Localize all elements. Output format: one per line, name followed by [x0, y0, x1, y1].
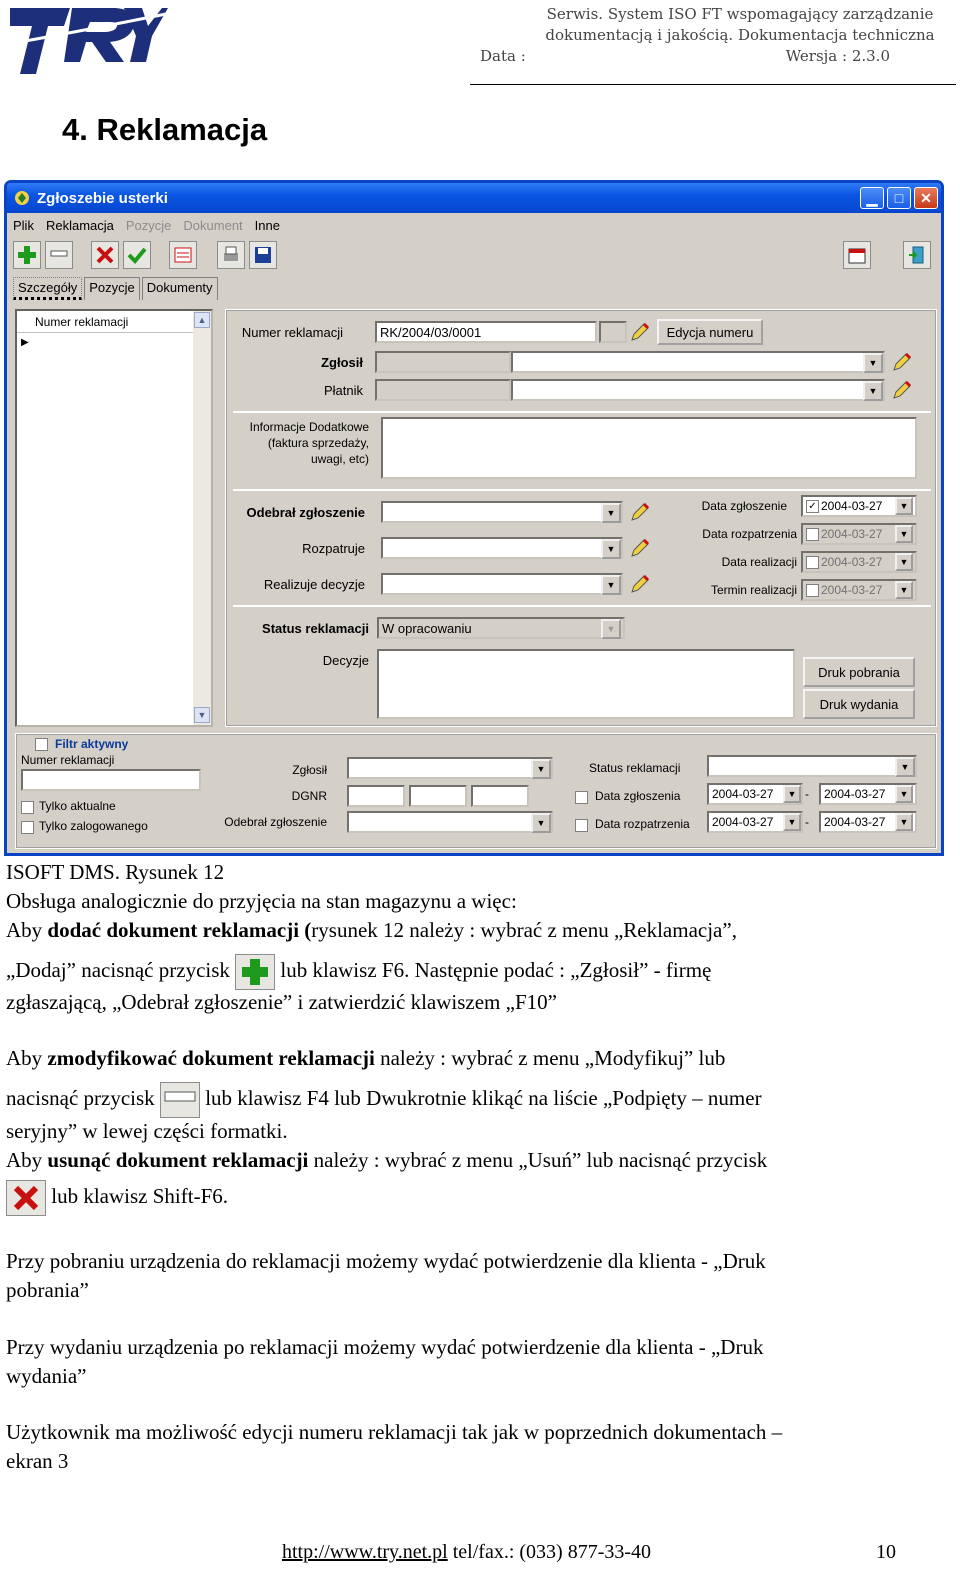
- menu-bar: [7, 213, 941, 237]
- numer-label: Numer reklamacji: [241, 325, 343, 340]
- paragraph: [6, 1082, 762, 1118]
- menu-dokument[interactable]: Dokument: [183, 217, 243, 233]
- maximize-button[interactable]: □: [887, 187, 911, 209]
- tab-szczegoly[interactable]: Szczegóły: [13, 277, 82, 300]
- page-number: 10: [876, 1541, 896, 1563]
- termin-realizacji-label: Termin realizacji: [710, 583, 797, 597]
- window-title: Zgłoszebie usterki: [37, 189, 168, 207]
- rozpatruje-label: Rozpatruje: [302, 541, 365, 556]
- menu-inne[interactable]: Inne: [254, 217, 280, 233]
- divider: [233, 489, 931, 491]
- menu-pozycje[interactable]: Pozycje: [125, 217, 172, 233]
- info-label-line-2: (faktura sprzedaży,: [267, 436, 369, 450]
- paragraph: Przy wydaniu urządzenia po reklamacji możemy wydać potwierdzenie dla klienta - „Druk: [6, 1335, 764, 1359]
- info-textarea[interactable]: [381, 417, 917, 479]
- divider: [233, 411, 931, 413]
- contact-text: tel/fax.: (033) 877-33-40: [447, 1541, 652, 1563]
- filter-zglosil-select[interactable]: [347, 757, 553, 779]
- paragraph: Obsługa analogicznie do przyjęcia na stan magazynu a więc:: [6, 889, 517, 913]
- filter-status-dropdown-icon[interactable]: ▼: [895, 757, 915, 777]
- filter-odebral-label: Odebrał zgłoszenie: [224, 815, 327, 829]
- filter-data-roz-from[interactable]: 2004-03-27: [707, 811, 803, 833]
- tylko-aktualne-label: Tylko aktualne: [39, 799, 116, 813]
- info-label-line-1: Informacje Dodatkowe: [249, 420, 369, 434]
- odebral-select[interactable]: [381, 501, 623, 523]
- filter-active-label: Filtr aktywny: [55, 737, 129, 751]
- header-line-1: Serwis. System ISO FT wspomagający zarządzanie: [546, 5, 934, 23]
- date-dropdown-icon[interactable]: ▼: [895, 525, 913, 543]
- text-run: należy : wybrać z menu „Usuń” lub nacisnąć przycisk: [308, 1148, 768, 1172]
- paragraph: zgłaszającą, „Odebrał zgłoszenie” i zatwierdzić klawiszem „F10”: [6, 990, 557, 1014]
- print-list-button[interactable]: [169, 241, 197, 269]
- rozpatruje-select[interactable]: [381, 537, 623, 559]
- tab-strip: [13, 277, 220, 300]
- data-zgloszenia-checkbox[interactable]: ✓: [806, 500, 819, 513]
- text-run: rysunek 12 należy : wybrać z menu „Reklamacja”,: [311, 918, 737, 942]
- data-rozpatrzenia-checkbox[interactable]: [806, 528, 819, 541]
- paragraph: seryjny” w lewej części formatki.: [6, 1119, 288, 1143]
- filter-odebral-select[interactable]: [347, 811, 553, 833]
- status-select[interactable]: W opracowaniu: [377, 617, 625, 639]
- paragraph: [6, 1180, 228, 1216]
- tylko-aktualne-checkbox[interactable]: [21, 801, 34, 814]
- data-rozpatrzenia-label: Data rozpatrzenia: [702, 527, 797, 541]
- minus-icon: [49, 245, 69, 265]
- plus-icon: [236, 955, 274, 989]
- paragraph: Przy pobraniu urządzenia do reklamacji możemy wydać potwierdzenie dla klienta - „Druk: [6, 1249, 766, 1273]
- rozpatruje-dropdown-icon[interactable]: ▼: [601, 539, 621, 559]
- edit-pencil-icon[interactable]: [629, 501, 651, 523]
- tab-pozycje[interactable]: Pozycje: [84, 277, 140, 300]
- numer-extra-field: [599, 321, 627, 343]
- calendar-button[interactable]: [843, 241, 871, 269]
- data-zgloszenia-field[interactable]: 2004-03-27: [801, 495, 917, 517]
- plus-icon: [17, 245, 37, 265]
- edit-pencil-icon[interactable]: [629, 537, 651, 559]
- filter-dgnr-field-3[interactable]: [471, 785, 529, 807]
- tylko-zalogowanego-label: Tylko zalogowanego: [39, 819, 148, 833]
- paragraph: pobrania”: [6, 1278, 89, 1302]
- scroll-up-icon[interactable]: ▲: [194, 312, 210, 328]
- filter-numer-field[interactable]: [21, 769, 201, 791]
- paragraph: [6, 1146, 767, 1175]
- delete-button-inline: [6, 1180, 46, 1216]
- realizuje-select[interactable]: [381, 573, 623, 595]
- confirm-button[interactable]: [123, 241, 151, 269]
- filter-zglosil-label: Zgłosił: [292, 763, 327, 777]
- date-dropdown-icon[interactable]: ▼: [783, 785, 801, 803]
- exit-button[interactable]: [903, 241, 931, 269]
- zglosil-dropdown-icon[interactable]: ▼: [863, 353, 883, 373]
- complaint-window: [4, 180, 944, 856]
- date-range-dash: -: [805, 815, 809, 829]
- page-footer: [282, 1541, 651, 1564]
- row-pointer-icon: ▶: [21, 337, 29, 348]
- add-button[interactable]: [13, 241, 41, 269]
- edit-number-button[interactable]: Edycja numeru: [657, 319, 763, 345]
- filter-status-label: Status reklamacji: [589, 761, 681, 775]
- zglosil-label: Zgłosił: [321, 355, 363, 370]
- filter-data-rozpatrzenia-label: Data rozpatrzenia: [595, 817, 690, 831]
- filter-dgnr-field-2[interactable]: [409, 785, 467, 807]
- date-range-dash: -: [805, 787, 809, 801]
- list-scrollbar[interactable]: [193, 311, 211, 725]
- print-button[interactable]: [217, 241, 245, 269]
- divider: [233, 605, 931, 607]
- complaint-list[interactable]: [15, 309, 213, 727]
- text-run: lub klawisz Shift-F6.: [46, 1183, 228, 1208]
- platnik-code-field[interactable]: [375, 379, 511, 401]
- zglosil-code-field[interactable]: [375, 351, 511, 373]
- text-run: nacisnąć przycisk: [6, 1085, 160, 1110]
- bold-text: zmodyfikować dokument reklamacji: [47, 1046, 375, 1070]
- add-button-inline: [235, 954, 275, 990]
- termin-realizacji-field[interactable]: 2004-03-27: [801, 579, 917, 601]
- filter-active-checkbox[interactable]: [35, 738, 48, 751]
- decyzje-textarea[interactable]: [377, 649, 795, 719]
- tab-dokumenty[interactable]: Dokumenty: [142, 277, 218, 300]
- filter-data-zgloszenia-checkbox[interactable]: [575, 791, 588, 804]
- filter-data-zgl-to[interactable]: 2004-03-27: [819, 783, 917, 805]
- platnik-label: Płatnik: [323, 383, 363, 398]
- paragraph: Użytkownik ma możliwość edycji numeru reklamacji tak jak w poprzednich dokumentach –: [6, 1420, 783, 1444]
- filter-data-zgl-from[interactable]: 2004-03-27: [707, 783, 803, 805]
- delete-button[interactable]: [91, 241, 119, 269]
- filter-dgnr-label: DGNR: [291, 789, 327, 803]
- paragraph: ekran 3: [6, 1449, 69, 1473]
- website-link[interactable]: http://www.try.net.pl: [282, 1541, 448, 1563]
- bold-text: usunąć dokument reklamacji: [47, 1148, 309, 1172]
- close-button[interactable]: ✕: [914, 187, 938, 209]
- text-run: Aby: [6, 1046, 48, 1070]
- paragraph: [6, 954, 711, 990]
- text-run: Aby: [6, 918, 48, 942]
- paragraph: [6, 916, 737, 945]
- modify-button[interactable]: [45, 241, 73, 269]
- minus-icon: [161, 1083, 199, 1117]
- decyzje-label: Decyzje: [322, 653, 369, 668]
- edit-pencil-icon[interactable]: [891, 351, 913, 373]
- menu-plik[interactable]: Plik: [13, 217, 34, 233]
- filter-dgnr-field-1[interactable]: [347, 785, 405, 807]
- data-realizacji-label: Data realizacji: [721, 555, 797, 569]
- termin-realizacji-checkbox[interactable]: [806, 584, 819, 597]
- filter-data-roz-to[interactable]: 2004-03-27: [819, 811, 917, 833]
- zglosil-select[interactable]: [511, 351, 885, 373]
- text-run: należy : wybrać z menu „Modyfikuj” lub: [374, 1046, 726, 1070]
- tylko-zalogowanego-checkbox[interactable]: [21, 821, 34, 834]
- status-dropdown-icon[interactable]: ▼: [601, 619, 621, 639]
- filter-data-zgloszenia-label: Data zgłoszenia: [595, 789, 681, 803]
- header-version: Wersja : 2.3.0: [785, 47, 890, 65]
- filter-data-rozpatrzenia-checkbox[interactable]: [575, 819, 588, 832]
- document-header: [470, 4, 960, 67]
- druk-pobrania-button[interactable]: Druk pobrania: [803, 657, 915, 687]
- delete-x-icon: [7, 1181, 45, 1215]
- data-rozpatrzenia-field[interactable]: 2004-03-27: [801, 523, 917, 545]
- toolbar: [7, 237, 941, 273]
- figure-caption: ISOFT DMS. Rysunek 12: [6, 860, 225, 884]
- edit-pencil-icon[interactable]: [891, 379, 913, 401]
- floppy-disk-icon: [253, 245, 273, 265]
- numer-field[interactable]: RK/2004/03/0001: [375, 321, 597, 343]
- druk-wydania-button[interactable]: Druk wydania: [803, 689, 915, 719]
- data-zgloszenia-label: Data zgłoszenie: [701, 499, 787, 513]
- filter-zglosil-dropdown-icon[interactable]: ▼: [531, 759, 551, 779]
- date-dropdown-icon[interactable]: ▼: [895, 813, 913, 831]
- header-date-label: Data :: [480, 47, 526, 65]
- paragraph: wydania”: [6, 1364, 87, 1388]
- minimize-button[interactable]: ▁: [860, 187, 884, 209]
- company-logo: [6, 4, 168, 78]
- window-titlebar: [7, 183, 941, 213]
- odebral-label: Odebrał zgłoszenie: [246, 505, 365, 520]
- edit-pencil-icon[interactable]: [629, 321, 651, 343]
- data-realizacji-checkbox[interactable]: [806, 556, 819, 569]
- printer-icon: [221, 245, 241, 265]
- edit-pencil-icon[interactable]: [629, 573, 651, 595]
- calendar-icon: [847, 245, 867, 265]
- date-dropdown-icon[interactable]: ▼: [895, 553, 913, 571]
- menu-reklamacja[interactable]: Reklamacja: [45, 217, 114, 233]
- modify-button-inline: [160, 1082, 200, 1118]
- info-label-line-3: uwagi, etc): [310, 452, 369, 466]
- filter-status-select[interactable]: [707, 755, 917, 777]
- app-icon: [13, 189, 31, 207]
- section-heading: 4. Reklamacja: [62, 112, 268, 147]
- bold-text: dodać dokument reklamacji (: [47, 918, 312, 942]
- paragraph: [6, 1044, 725, 1073]
- date-dropdown-icon[interactable]: ▼: [895, 581, 913, 599]
- filter-numer-label: Numer reklamacji: [21, 753, 115, 767]
- list-column-header: Numer reklamacji: [17, 311, 211, 333]
- text-run: Aby: [6, 1148, 48, 1172]
- text-run: lub klawisz F4 lub Dwukrotnie klikąć na liście „Podpięty – numer: [199, 1085, 762, 1110]
- date-dropdown-icon[interactable]: ▼: [783, 813, 801, 831]
- odebral-dropdown-icon[interactable]: ▼: [601, 503, 621, 523]
- data-realizacji-field[interactable]: 2004-03-27: [801, 551, 917, 573]
- save-button[interactable]: [249, 241, 277, 269]
- header-rule: [470, 84, 956, 85]
- text-run: „Dodaj” nacisnąć przycisk: [6, 957, 236, 982]
- date-dropdown-icon[interactable]: ▼: [895, 785, 913, 803]
- platnik-select[interactable]: [511, 379, 885, 401]
- status-label: Status reklamacji: [262, 621, 369, 636]
- list-icon: [173, 245, 193, 265]
- checkmark-icon: [127, 245, 147, 265]
- header-line-2: dokumentacją i jakością. Dokumentacja techniczna: [545, 26, 935, 44]
- scroll-down-icon[interactable]: ▼: [194, 707, 210, 723]
- info-label: [233, 419, 369, 467]
- realizuje-label: Realizuje decyzje: [263, 577, 365, 592]
- delete-x-icon: [95, 245, 115, 265]
- date-dropdown-icon[interactable]: ▼: [895, 497, 913, 515]
- text-run: lub klawisz F6. Następnie podać : „Zgłosił” - firmę: [275, 957, 712, 982]
- exit-door-icon: [907, 245, 927, 265]
- platnik-dropdown-icon[interactable]: ▼: [863, 381, 883, 401]
- filter-odebral-dropdown-icon[interactable]: ▼: [531, 813, 551, 833]
- realizuje-dropdown-icon[interactable]: ▼: [601, 575, 621, 595]
